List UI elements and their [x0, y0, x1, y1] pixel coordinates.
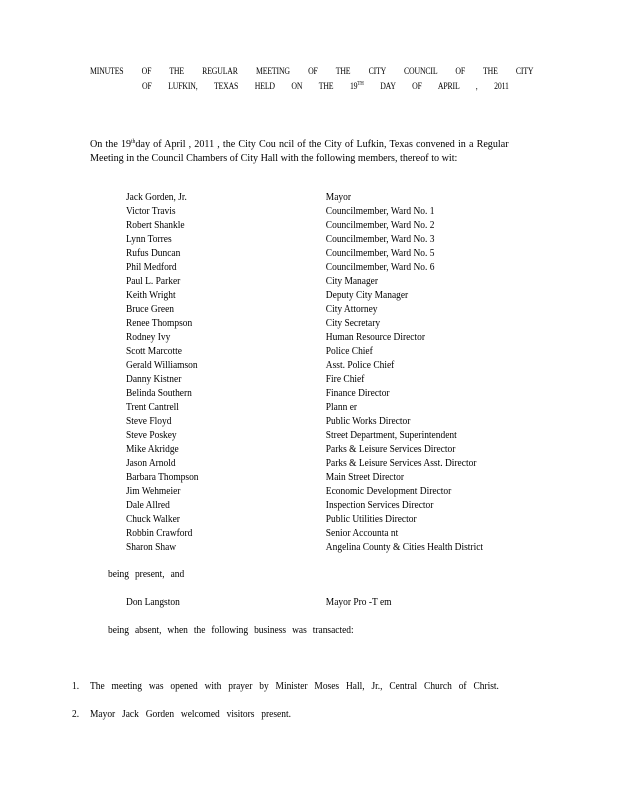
minutes-title-line-2: [142, 81, 509, 92]
member-row: [126, 262, 434, 273]
being-present-text: being present, and: [108, 569, 185, 580]
absent-member-role: Mayor Pro -T em: [325, 597, 392, 608]
member-name: Bruce Green: [126, 304, 175, 315]
member-name: Jim Wehmeier: [126, 486, 181, 497]
member-name: Dale Allred: [126, 500, 170, 511]
member-role: Finance Director: [325, 388, 390, 399]
member-row: [126, 192, 351, 203]
member-name: Gerald Williamson: [126, 360, 198, 371]
member-name: Victor Travis: [126, 206, 176, 217]
member-row: [126, 276, 378, 287]
member-role: Main Street Director: [325, 472, 405, 483]
member-role: Senior Accounta nt: [325, 528, 399, 539]
member-row: [126, 430, 457, 441]
member-role: Inspection Services Director: [325, 500, 434, 511]
intro-paragraph: [90, 135, 509, 165]
member-role: Councilmember, Ward No. 2: [325, 220, 435, 231]
member-row: [126, 528, 398, 539]
member-role: Angelina County & Cities Health District: [325, 542, 484, 553]
agenda-item-text: The meeting was opened with prayer by Minister Moses Hall, Jr., Central Church of Christ.: [90, 681, 499, 692]
member-role: Asst. Police Chief: [325, 360, 395, 371]
member-name: Mike Akridge: [126, 444, 179, 455]
member-role: Police Chief: [325, 346, 373, 357]
member-role: Street Department, Superintendent: [325, 430, 457, 441]
member-role: City Attorney: [325, 304, 378, 315]
member-role: Councilmember, Ward No. 3: [325, 234, 435, 245]
member-role: Deputy City Manager: [325, 290, 409, 301]
member-name: Trent Cantrell: [126, 402, 179, 413]
member-row: [126, 360, 394, 371]
member-name: Steve Poskey: [126, 430, 177, 441]
member-role: Councilmember, Ward No. 6: [325, 262, 435, 273]
member-row: [126, 318, 380, 329]
member-name: Steve Floyd: [126, 416, 172, 427]
intro-post: day of April , 2011 , the City Cou ncil of the City of Lufkin, Texas convened in a Regular Meeting in the Council Chambers of City Hall with the following members, thereof to wit:: [90, 138, 509, 164]
absent-member-name: Don Langston: [126, 597, 180, 608]
member-name: Chuck Walker: [126, 514, 180, 525]
agenda-item: [72, 681, 499, 692]
member-row: [126, 458, 476, 469]
member-role: Parks & Leisure Services Director: [325, 444, 456, 455]
member-role: Public Works Director: [325, 416, 411, 427]
title-line-2-post: DAY OF APRIL , 2011: [380, 82, 509, 92]
agenda-item: [72, 709, 291, 720]
member-role: Parks & Leisure Services Asst. Director: [325, 458, 477, 469]
member-role: Mayor: [325, 192, 351, 203]
member-name: Belinda Southern: [126, 388, 192, 399]
member-name: Paul L. Parker: [126, 276, 181, 287]
member-row: [126, 234, 434, 245]
member-role: Public Utilities Director: [325, 514, 417, 525]
member-name: Scott Marcotte: [126, 346, 182, 357]
member-name: Phil Medford: [126, 262, 177, 273]
agenda-item-number: 1.: [72, 681, 80, 692]
member-role: City Manager: [325, 276, 379, 287]
member-row: [126, 472, 404, 483]
member-name: Keith Wright: [126, 290, 176, 301]
being-absent-text: being absent, when the following business was transacted:: [108, 625, 354, 636]
member-role: Fire Chief: [325, 374, 365, 385]
member-row: [126, 416, 410, 427]
member-row: [126, 290, 408, 301]
member-name: Barbara Thompson: [126, 472, 199, 483]
member-role: Councilmember, Ward No. 5: [325, 248, 435, 259]
title-line-2-pre: OF LUFKIN, TEXAS HELD ON THE 19: [142, 82, 358, 92]
member-role: Economic Development Director: [325, 486, 452, 497]
member-row: [126, 542, 483, 553]
member-name: Lynn Torres: [126, 234, 172, 245]
member-row: [126, 388, 390, 399]
member-name: Robert Shankle: [126, 220, 185, 231]
member-role: City Secretary: [325, 318, 381, 329]
member-name: Rufus Duncan: [126, 248, 181, 259]
member-role: Plann er: [325, 402, 358, 413]
minutes-title-line-1: [90, 67, 533, 77]
member-row: [126, 220, 434, 231]
member-row: [126, 346, 373, 357]
member-row: [126, 304, 378, 315]
title-line-2-sup: TH: [357, 81, 364, 87]
member-row: [126, 206, 434, 217]
member-row: [126, 332, 425, 343]
intro-sup: th: [131, 139, 136, 145]
member-name: Robbin Crawford: [126, 528, 193, 539]
member-role: Councilmember, Ward No. 1: [325, 206, 435, 217]
absent-member-row: [126, 597, 392, 608]
agenda-item-number: 2.: [72, 709, 80, 720]
member-row: [126, 402, 357, 413]
member-name: Jason Arnold: [126, 458, 176, 469]
member-name: Danny Kistner: [126, 374, 182, 385]
member-name: Renee Thompson: [126, 318, 193, 329]
member-row: [126, 500, 433, 511]
member-name: Sharon Shaw: [126, 542, 177, 553]
agenda-item-text: Mayor Jack Gorden welcomed visitors present.: [90, 709, 291, 720]
member-row: [126, 486, 451, 497]
intro-pre: On the 19: [90, 138, 132, 150]
member-row: [126, 248, 434, 259]
member-role: Human Resource Director: [325, 332, 425, 343]
member-row: [126, 514, 417, 525]
member-row: [126, 444, 455, 455]
member-name: Jack Gorden, Jr.: [126, 192, 187, 203]
member-row: [126, 374, 364, 385]
title-line-1-text: MINUTES OF THE REGULAR MEETING OF THE CITY COUNCIL OF THE CITY: [90, 67, 534, 77]
member-name: Rodney Ivy: [126, 332, 171, 343]
